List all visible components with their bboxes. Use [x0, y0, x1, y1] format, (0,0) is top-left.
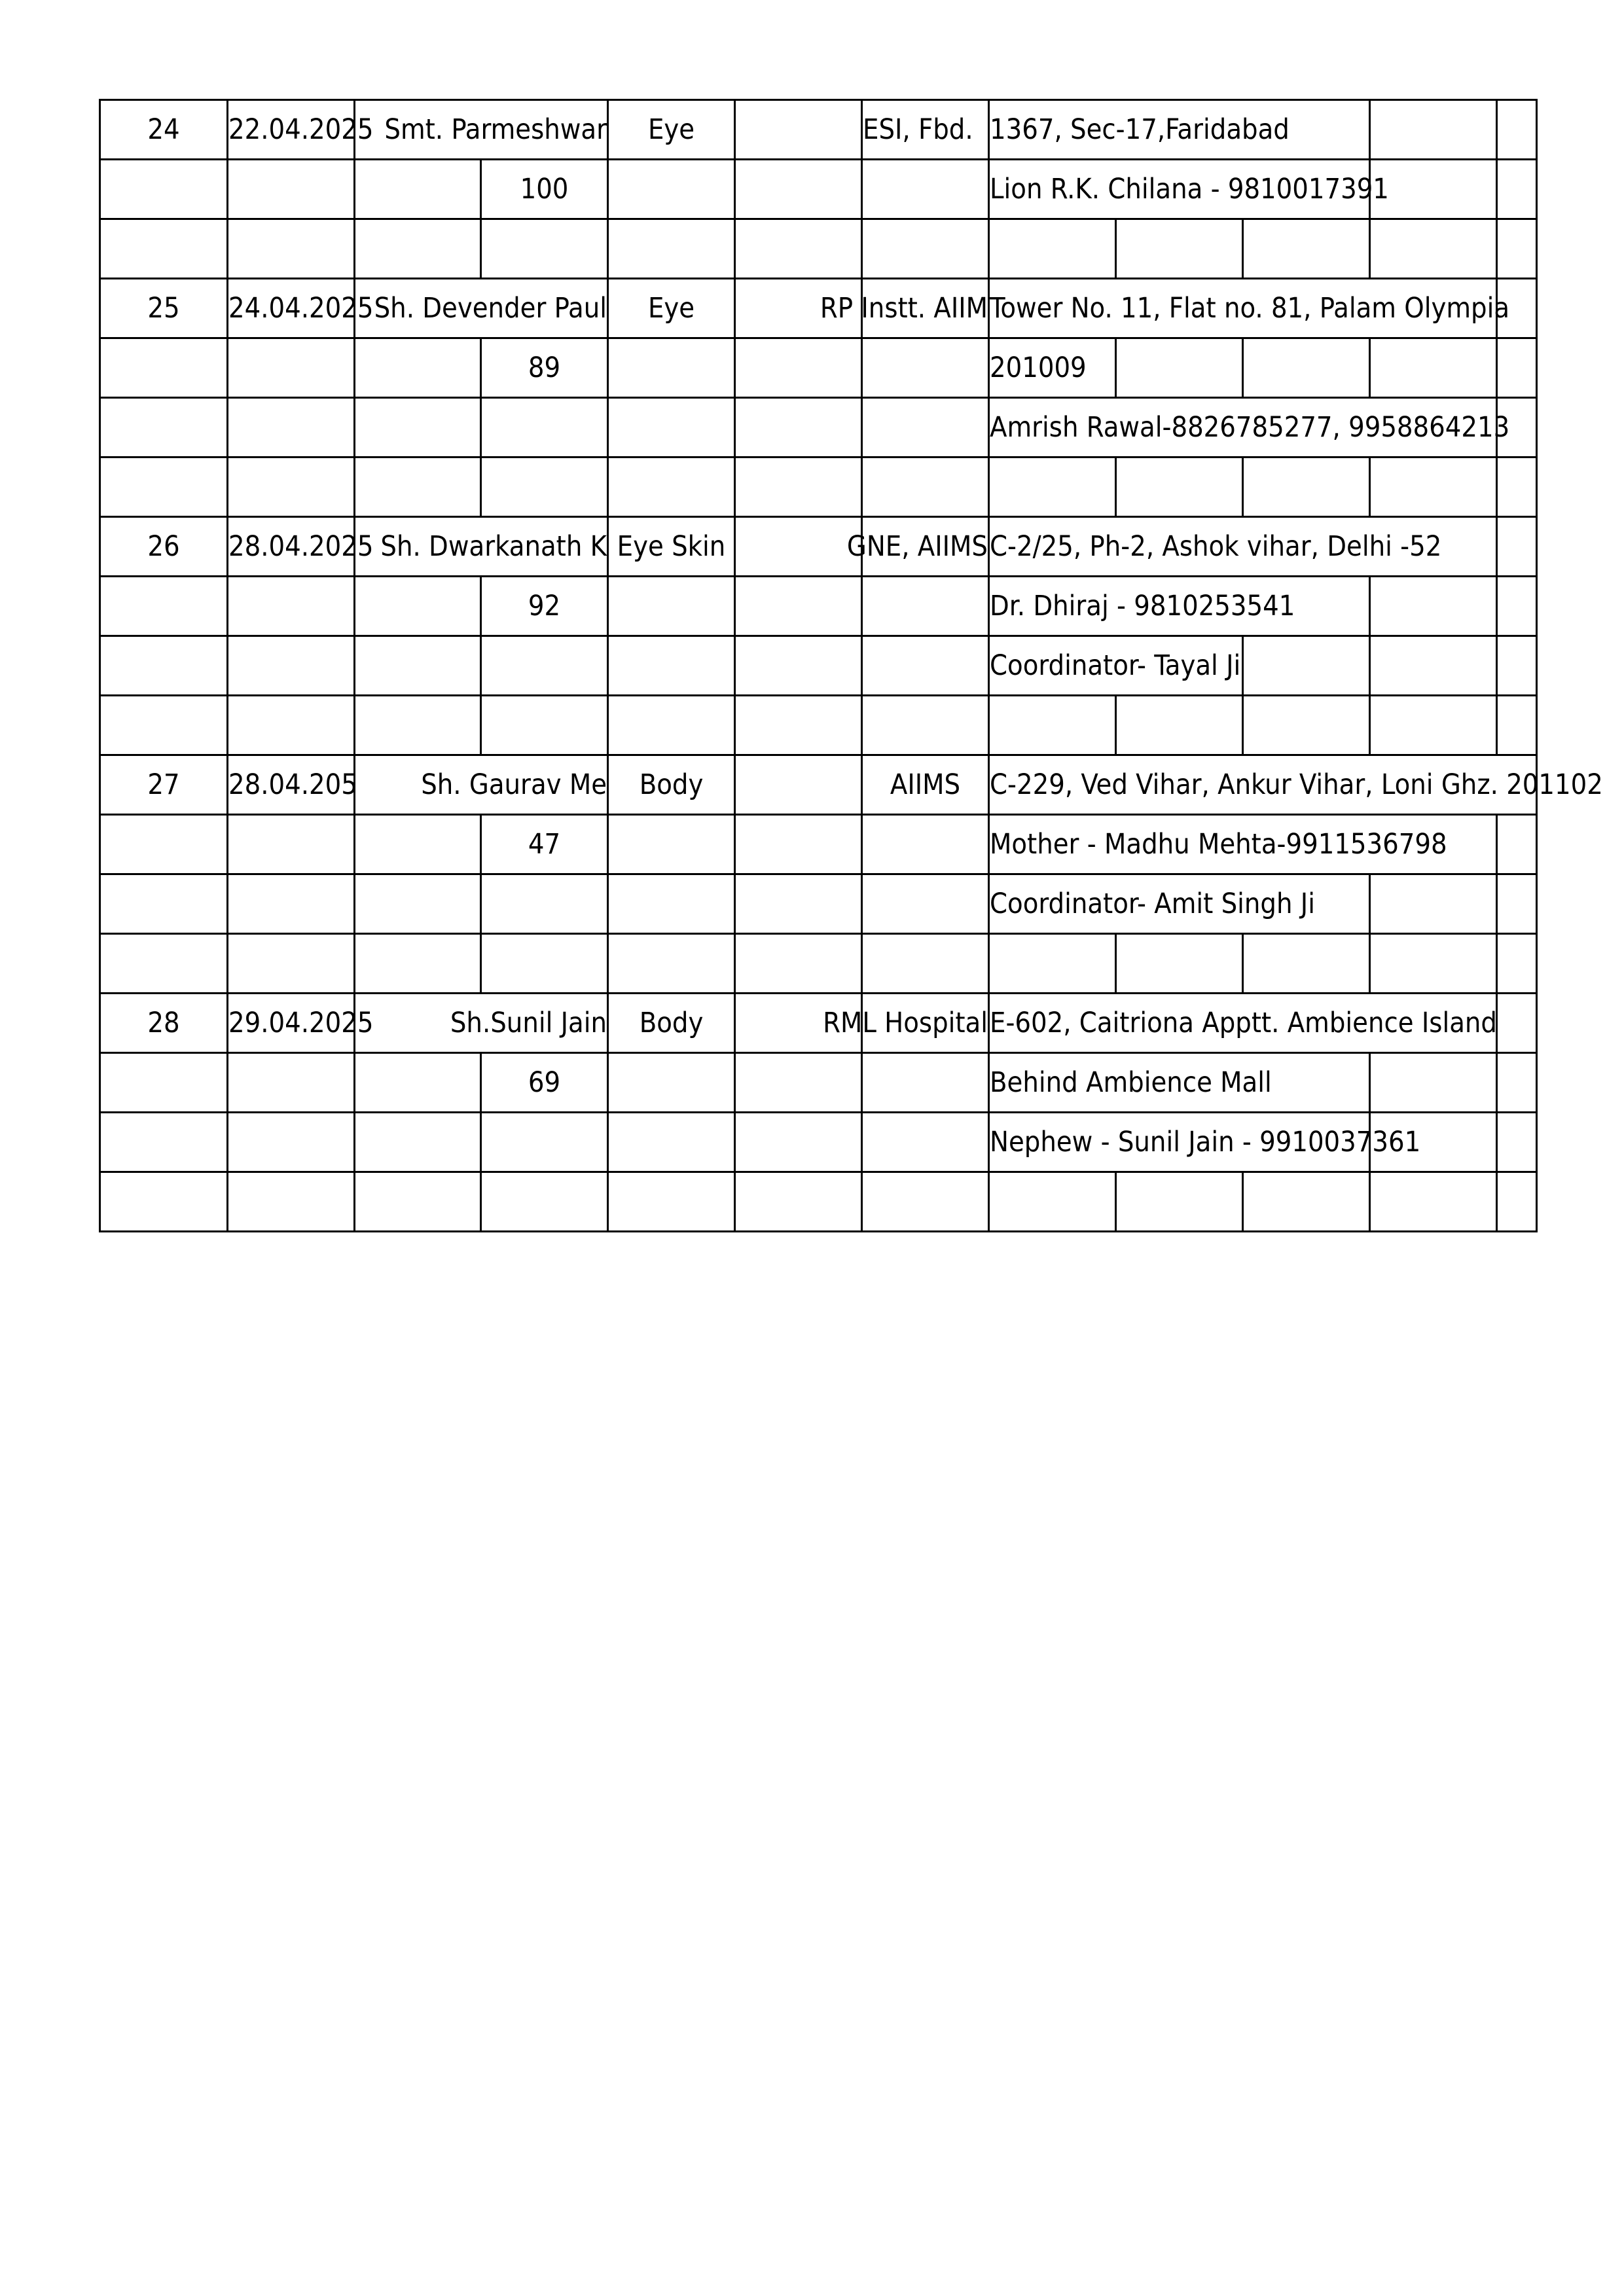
donation-type: Body — [608, 755, 735, 815]
table-row — [100, 279, 1537, 338]
table-row — [100, 1053, 1537, 1113]
serial-number: 27 — [100, 755, 228, 815]
table-row — [100, 934, 1537, 994]
serial-number: 25 — [100, 279, 228, 338]
table-row — [100, 577, 1537, 636]
table-row — [100, 696, 1537, 755]
table-row — [100, 398, 1537, 457]
donation-type: Body — [608, 994, 735, 1053]
serial-number: 28 — [100, 994, 228, 1053]
donation-type: Eye — [608, 279, 735, 338]
table-row — [100, 219, 1537, 279]
donation-register-table — [99, 99, 1603, 1232]
donor-name: Sh. Gaurav Me — [355, 755, 608, 815]
donor-name: Sh. Dwarkanath K — [355, 517, 608, 577]
table-row — [100, 1172, 1537, 1232]
coordinator-cell: Coordinator- Amit Singh Ji — [989, 874, 1370, 934]
table-row — [100, 457, 1537, 517]
address-cell: 1367, Sec-17,Faridabad — [989, 100, 1370, 160]
hospital-cell: ESI, Fbd. — [862, 100, 989, 160]
address-cell: 201009 — [989, 338, 1116, 398]
coordinator-cell: Coordinator- Tayal Ji — [989, 636, 1243, 696]
date-cell: 24.04.2025 — [228, 279, 355, 338]
table-row — [100, 994, 1537, 1053]
hospital-cell: AIIMS — [862, 755, 989, 815]
address-cell: C-2/25, Ph-2, Ashok vihar, Delhi -52 — [989, 517, 1497, 577]
hospital-cell: RP Instt. AIIM — [862, 279, 989, 338]
donation-type: Eye Skin — [608, 517, 735, 577]
donor-age: 100 — [481, 160, 608, 219]
address-cell: E-602, Caitriona Apptt. Ambience Island — [989, 994, 1497, 1053]
donor-age: 89 — [481, 338, 608, 398]
table-row — [100, 636, 1537, 696]
date-cell: 28.04.205 — [228, 755, 355, 815]
table-row — [100, 874, 1537, 934]
address-cell: Tower No. 11, Flat no. 81, Palam Olympia — [989, 279, 1497, 338]
donation-type: Eye — [608, 100, 735, 160]
hospital-cell: GNE, AIIMS — [862, 517, 989, 577]
table-row — [100, 1113, 1537, 1172]
donor-age: 47 — [481, 815, 608, 874]
address-cell: C-229, Ved Vihar, Ankur Vihar, Loni Ghz. 201102 — [989, 755, 1537, 815]
date-cell: 28.04.2025 — [228, 517, 355, 577]
spreadsheet-page — [99, 99, 1603, 1285]
date-cell: 22.04.2025 — [228, 100, 355, 160]
donor-name: Smt. Parmeshwar — [355, 100, 608, 160]
donor-age: 69 — [481, 1053, 608, 1113]
serial-number: 26 — [100, 517, 228, 577]
table-row — [100, 100, 1537, 160]
donor-age: 92 — [481, 577, 608, 636]
table-row — [100, 517, 1537, 577]
table-row — [100, 338, 1537, 398]
contact-cell: Nephew - Sunil Jain - 9910037361 — [989, 1113, 1370, 1172]
address-cell: Behind Ambience Mall — [989, 1053, 1370, 1113]
contact-cell: Mother - Madhu Mehta-9911536798 — [989, 815, 1497, 874]
donor-name: Sh.Sunil Jain — [355, 994, 608, 1053]
serial-number: 24 — [100, 100, 228, 160]
contact-cell: Lion R.K. Chilana - 9810017391 — [989, 160, 1370, 219]
hospital-cell: RML Hospital — [862, 994, 989, 1053]
table-row — [100, 160, 1537, 219]
table-row — [100, 815, 1537, 874]
date-cell: 29.04.2025 — [228, 994, 355, 1053]
donor-name: Sh. Devender Paul — [355, 279, 608, 338]
contact-cell: Dr. Dhiraj - 9810253541 — [989, 577, 1370, 636]
table-row — [100, 755, 1537, 815]
contact-cell: Amrish Rawal-8826785277, 9958864213 — [989, 398, 1497, 457]
